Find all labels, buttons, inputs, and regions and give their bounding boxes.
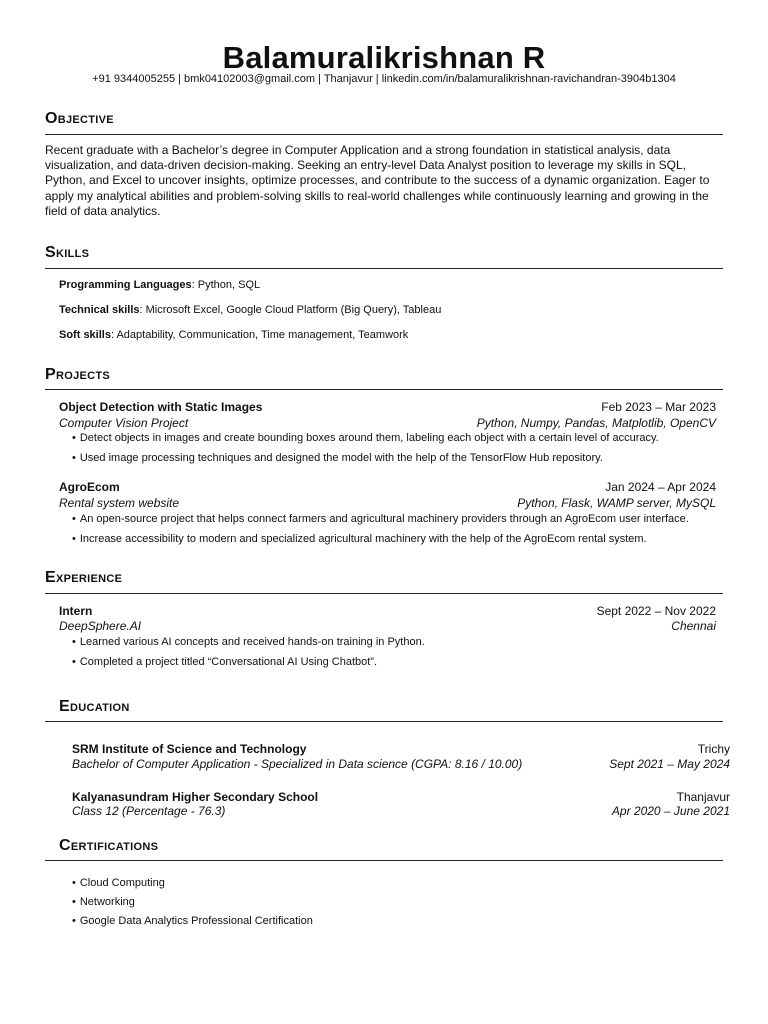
section-rule bbox=[45, 593, 723, 594]
skill-label: Programming Languages bbox=[59, 279, 192, 291]
job-company: DeepSphere.AI bbox=[59, 619, 142, 633]
skill-label: Soft skills bbox=[59, 329, 111, 341]
section-heading-certifications: Certifications bbox=[59, 837, 159, 854]
certification-item: • Google Data Analytics Professional Certification bbox=[72, 915, 313, 927]
section-heading-objective: Objective bbox=[45, 110, 114, 127]
project-tech: Python, Flask, WAMP server, MySQL bbox=[517, 496, 716, 510]
job-title: Intern bbox=[59, 604, 93, 618]
skill-item bbox=[59, 279, 260, 291]
project-subtitle: Rental system website bbox=[59, 496, 180, 510]
objective-text: Recent graduate with a Bachelor’s degree in Computer Application and a strong foundation in statistical analysis, data visualization, and data-driven decision-making. Seeking an entry-level Data Analyst position to leverage my skills in SQL, Python, and Excel to uncover insights, optimize processes, and contribute to the success of a dynamic organization. Eager to apply my analytical abilities and problem-solving skills to real-world challenges while continuously learning and growing in the field of data analytics. bbox=[45, 143, 710, 218]
section-heading-experience: Experience bbox=[45, 569, 123, 586]
section-rule bbox=[45, 860, 723, 861]
job-location: Chennai bbox=[671, 619, 716, 633]
section-heading-skills: Skills bbox=[45, 244, 90, 261]
school-location: Thanjavur bbox=[676, 790, 730, 804]
project-bullet: • Used image processing techniques and designed the model with the help of the TensorFlow Hub repository. bbox=[72, 452, 603, 464]
project-dates: Feb 2023 – Mar 2023 bbox=[601, 400, 716, 414]
project-title: Object Detection with Static Images bbox=[59, 400, 263, 414]
skill-value: : Python, SQL bbox=[191, 279, 261, 291]
section-heading-projects: Projects bbox=[45, 366, 111, 383]
job-bullet: • Completed a project titled “Conversational AI Using Chatbot”. bbox=[72, 656, 377, 668]
job-bullet: • Learned various AI concepts and received hands-on training in Python. bbox=[72, 636, 425, 648]
degree: Bachelor of Computer Application - Specialized in Data science (CGPA: 8.16 / 10.00) bbox=[72, 757, 523, 771]
certification-item: • Cloud Computing bbox=[72, 877, 165, 889]
project-tech: Python, Numpy, Pandas, Matplotlib, OpenCV bbox=[476, 416, 716, 430]
school-name: Kalyanasundram Higher Secondary School bbox=[72, 790, 319, 804]
candidate-name: Balamuralikrishnan R bbox=[222, 40, 546, 75]
section-heading-education: Education bbox=[59, 698, 130, 715]
education-dates: Sept 2021 – May 2024 bbox=[609, 757, 730, 771]
skill-label: Technical skills bbox=[59, 304, 140, 316]
school-name: SRM Institute of Science and Technology bbox=[72, 742, 307, 756]
education-dates: Apr 2020 – June 2021 bbox=[611, 804, 730, 818]
certification-item: • Networking bbox=[72, 896, 135, 908]
section-rule bbox=[45, 389, 723, 390]
section-rule bbox=[45, 268, 723, 269]
job-dates: Sept 2022 – Nov 2022 bbox=[596, 604, 716, 618]
degree: Class 12 (Percentage - 76.3) bbox=[72, 804, 226, 818]
project-bullet: • An open-source project that helps connect farmers and agricultural machinery providers through an AgroEcom user interface. bbox=[72, 513, 689, 525]
skill-item bbox=[59, 329, 408, 341]
project-subtitle: Computer Vision Project bbox=[59, 416, 189, 430]
project-bullet: • Increase accessibility to modern and specialized agricultural machinery with the help of the AgroEcom rental system. bbox=[72, 533, 647, 545]
contact-line: +91 9344005255 | bmk04102003@gmail.com | Thanjavur | linkedin.com/in/balamuralikrishnan-ravichandran-3904b1304 bbox=[92, 73, 676, 85]
skill-value: : Adaptability, Communication, Time management, Teamwork bbox=[110, 329, 409, 341]
project-title: AgroEcom bbox=[59, 480, 120, 494]
section-rule bbox=[45, 134, 723, 135]
project-bullet: • Detect objects in images and create bounding boxes around them, labeling each object with a certain level of accuracy. bbox=[72, 432, 659, 444]
skill-value: : Microsoft Excel, Google Cloud Platform (Big Query), Tableau bbox=[139, 304, 442, 316]
skill-item bbox=[59, 304, 441, 316]
section-rule bbox=[45, 721, 723, 722]
school-location: Trichy bbox=[697, 742, 730, 756]
project-dates: Jan 2024 – Apr 2024 bbox=[605, 480, 716, 494]
